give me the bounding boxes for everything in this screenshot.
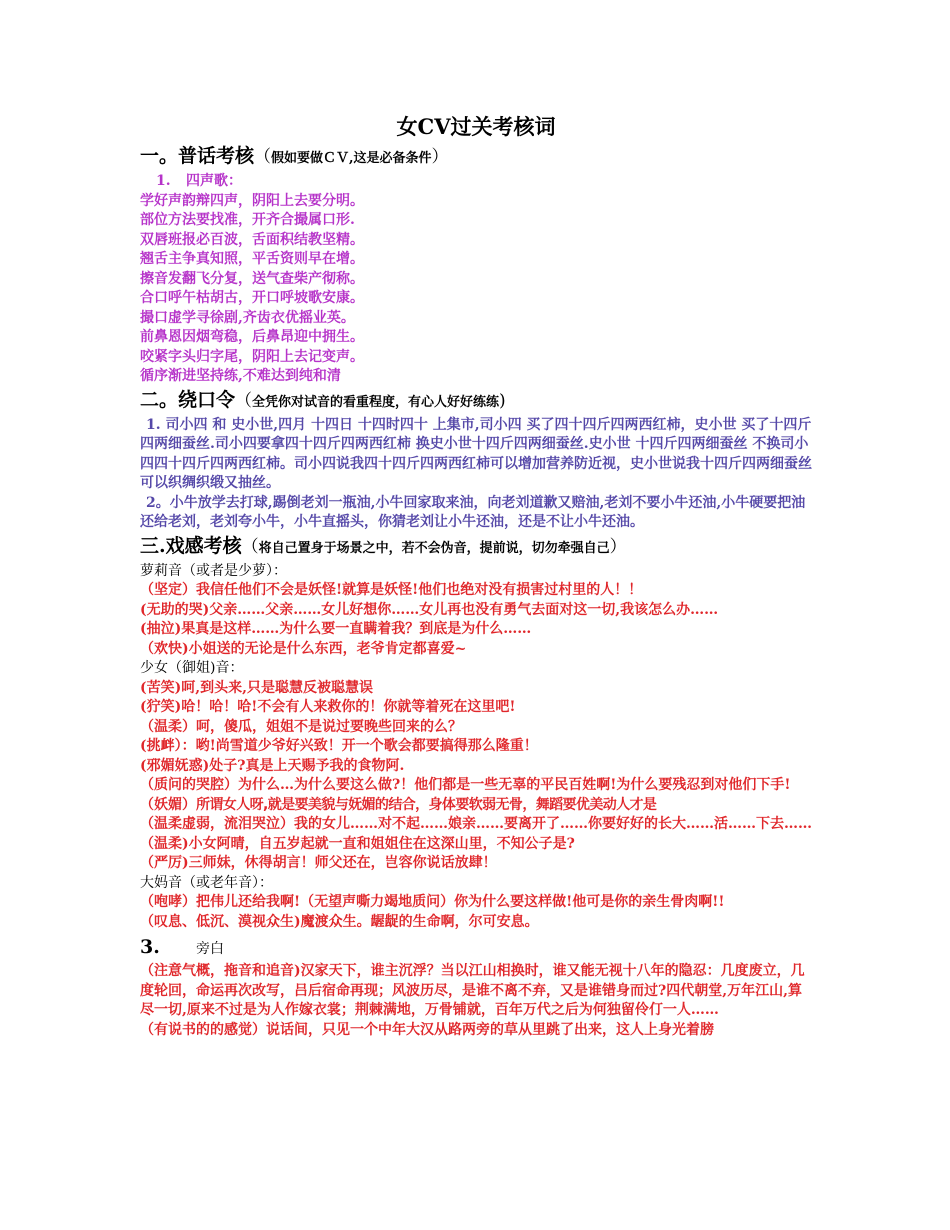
poem-line: 咬紧字头归字尾，阴阳上去记变声。 [140,348,364,365]
section-4-title: 旁白 [196,941,224,957]
four-tones-poem [140,192,812,387]
script-line: （质问的哭腔）为什么…为什么要这么做?！他们都是一些无辜的平民百姓啊!为什么要残忍到对他们下手! [140,777,791,793]
section-2-note: 全凭你对试音的看重程度，有心人好好练练 [252,394,500,410]
poem-line: 循序渐进坚持练,不难达到纯和清 [140,368,341,384]
old-voice-label: 大妈音（或老年音）： [140,874,273,891]
script-line: （叹息、低沉、漠视众生)魔渡众生。龌龊的生命啊，尔可安息。 [140,913,539,930]
section-1-heading: 一。普话考核（假如要做ＣＶ,这是必备条件） [140,145,449,167]
script-line: （坚定）我信任他们不会是妖怪!就算是妖怪!他们也绝对没有损害过村里的人！！ [140,582,643,598]
charm-line [140,796,812,816]
section-1-title: 一。普话考核 [140,145,255,167]
section-3-title: 三.戏感考核 [140,534,242,557]
section-1-note: 假如要做ＣＶ,这是必备条件 [271,151,432,166]
section-4-number: 3. [140,936,160,958]
script-line: （温柔)小女阿晴，自五岁起就一直和姐姐住在这深山里，不知公子是? [140,835,575,852]
charm-prefix: （妖媚） [140,796,196,813]
script-line: (邪媚妩惑)处子?真是上天赐予我的食物阿. [140,757,405,774]
script-line: (挑衅）：哟!尚雪道少爷好兴致！开一个歌会都要搞得那么隆重！ [140,738,538,754]
document-title: 女CV过关考核词 [396,114,556,139]
charm-emphasis: 所谓女人呀,就是要美貌与妩媚的结合，身体要软弱无骨，舞蹈要优美动人才 [196,796,643,813]
poem-line: 撮口虚学寻徐剧,齐齿衣优摇业英。 [140,309,355,326]
section-3-heading: 三.戏感考核（将自己置身于场景之中，若不会伪音，提前说，切勿牵强自己） [140,534,627,557]
script-line: (无助的哭)父亲……父亲……女儿好想你……女儿再也没有勇气去面对这一切,我该怎么办…… [140,601,719,618]
script-line: （咆哮）把伟儿还给我啊!（无望声嘶力竭地质问）你为什么要这样做!他可是你的亲生骨肉啊!! [140,894,725,910]
poem-line: 前鼻恩因烟弯稳，后鼻昂迎中拥生。 [140,329,364,345]
section-2-heading: 二。绕口令（全凭你对试音的看重程度，有心人好好练练) [140,388,506,411]
script-line: (狞笑)哈！哈！哈!不会有人来救你的！你就等着死在这里吧! [140,699,516,715]
charm-suffix: 是 [642,796,657,813]
poem-line: 翘舌主争真知照，平舌资则早在增。 [140,251,364,267]
section-4-heading [140,934,812,962]
section-1-item [140,172,812,192]
tongue-twister-2: 2。小牛放学去打球,踢倒老刘一瓶油,小牛回家取来油，向老刘道歉又赔油,老刘不要小牛还油,小牛硬要把油还给老刘，老刘夸小牛，小牛直摇头，你猜老刘让小牛还油，还是不让小牛还油。 [140,494,806,530]
script-line: （温柔虚弱，流泪哭泣）我的女儿……对不起……娘亲……要离开了……你要好好的长大……活……下去…… [140,816,812,832]
poem-line: 合口呼午枯胡古，开口呼坡歌安康。 [140,290,364,306]
script-line: （欢快)小姐送的无论是什么东西，老爷肯定都喜爱~ [140,640,467,657]
poem-line: 部位方法要找准，开齐合撮属口形. [140,212,355,228]
section-2-title: 二。绕口令 [140,388,236,411]
item-number: 1. [156,173,171,189]
script-line: (抽泣)果真是这样……为什么要一直瞒着我？到底是为什么…… [140,621,532,637]
narration-1: （注意气概，拖音和追音)汉家天下，谁主沉浮？当以江山相换时，谁又能无视十八年的隐忍：几度废立，几度轮回，命运再次改写，吕后宿命再现；风波历尽，是谁不离不弃，又是谁错身而过?四代朝堂,万年江山,算尽一切,原来不过是为人作嫁衣裳；荆棘满地，万骨铺就，百年万代之后为何独留伶仃一人…… [140,963,805,1018]
document-body [140,113,812,1040]
section-3-note: 将自己置身于场景之中，若不会伪音，提前说，切勿牵强自己 [258,540,610,556]
girl-voice-label: 少女（御姐)音： [140,660,244,676]
loli-voice-label: 萝莉音（或者是少萝）： [140,562,287,579]
item-label: 四声歌： [186,173,242,189]
poem-line: 学好声韵辩四声，阴阳上去要分明。 [140,192,364,209]
poem-line: 擦音发翻飞分复，送气查柴产彻称。 [140,270,364,287]
poem-line: 双唇班报必百波，舌面积结教坚精。 [140,231,364,248]
script-line: （严厉)三师妹，休得胡言！师父还在，岂容你说话放肆！ [140,855,497,871]
script-line: (苦笑)呵,到头来,只是聪慧反被聪慧误 [140,679,373,696]
tongue-twister-1: 1. 司小四 和 史小世,四月 十四日 十四时四十 上集市,司小四 买了四十四斤四两西红柿，史小世 买了十四斤四两细蚕丝.司小四要拿四十四斤四两西红柿 换史小世十四斤四两细蚕丝.史小世 十四斤四两细蚕丝 不换司小四四十四斤四两西红柿。司小四说我四十四斤四两西红柿可以增加营养防近视，史小世说我十四斤四两细蚕丝可以织绸织缎又抽丝。 [140,416,812,491]
script-line: （温柔）呵，傻瓜，姐姐不是说过要晚些回来的么？ [140,718,462,735]
narration-2: （有说书的的感觉）说话间，只见一个中年大汉从路两旁的草从里跳了出来，这人上身光着膀 [140,1021,714,1038]
